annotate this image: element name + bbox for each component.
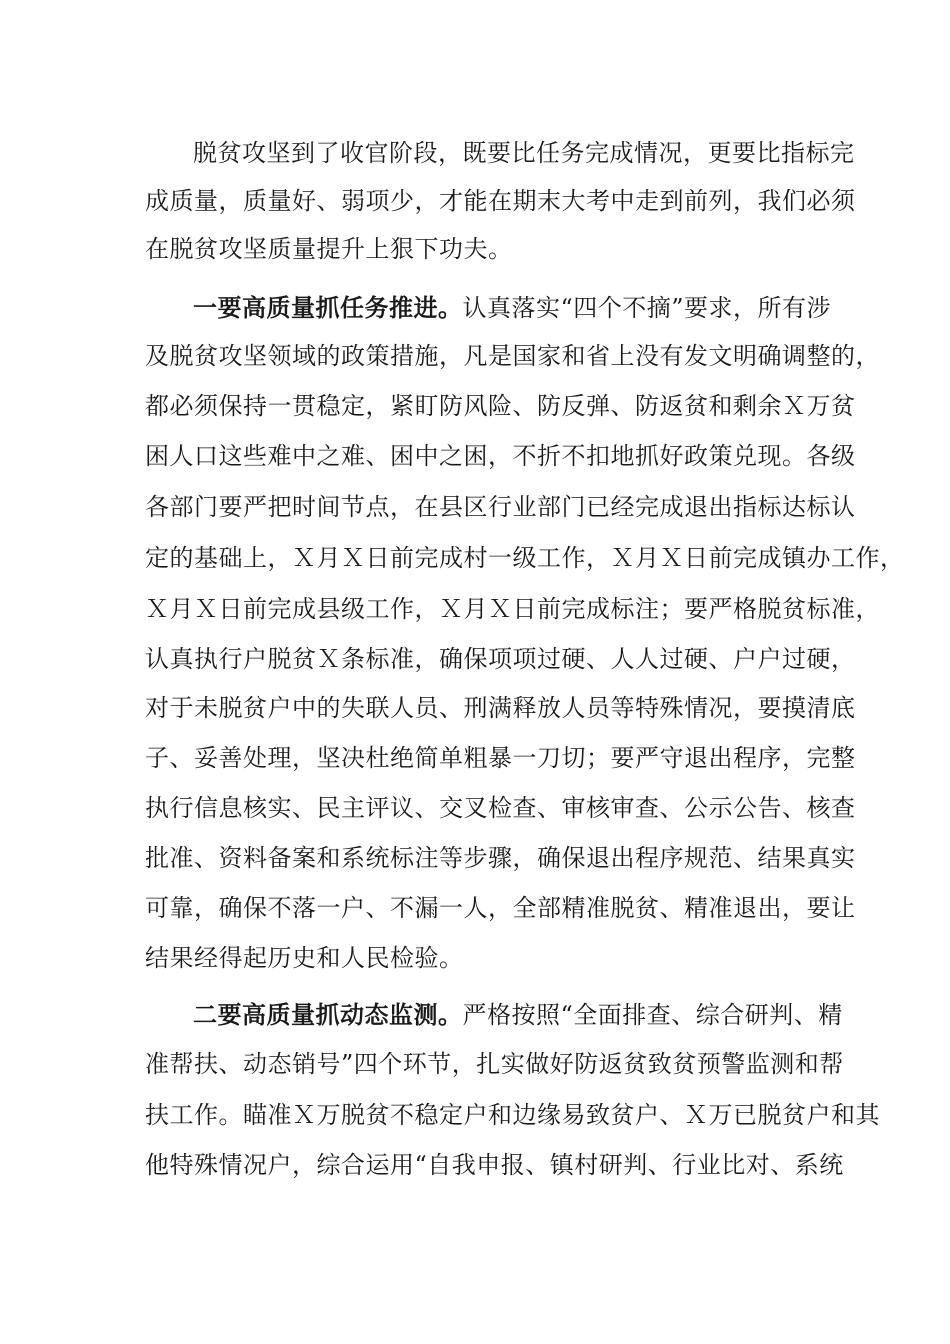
paragraph-2-line-14: 结果经得起历史和人民检验。 [145, 944, 464, 972]
paragraph-2-line-3: 都必须保持一贯稳定，紧盯防风险、防反弹、防返贫和剩余Ｘ万贫 [145, 392, 856, 420]
paragraph-2-line-8: 认真执行户脱贫Ｘ条标准，确保项项过硬、人人过硬、户户过硬， [145, 645, 856, 673]
paragraph-2-line-5: 各部门要严把时间节点，在县区行业部门已经完成退出指标达标认 [145, 493, 856, 521]
paragraph-2-line-1-text: 认真落实“四个不摘”要求，所有涉 [462, 294, 832, 322]
paragraph-2-line-13: 可靠，确保不落一户、不漏一人，全部精准脱贫、精准退出，要让 [145, 894, 856, 922]
paragraph-1-line-2: 成质量，质量好、弱项少，才能在期末大考中走到前列，我们必须 [145, 187, 856, 215]
paragraph-3-heading: 二要高质量抓动态监测。 [193, 1001, 463, 1029]
paragraph-2-line-9: 对于未脱贫户中的失联人员、刑满释放人员等特殊情况，要摸清底 [145, 694, 856, 722]
paragraph-2-line-11: 执行信息核实、民主评议、交叉检查、审核审查、公示公告、核查 [145, 794, 856, 822]
paragraph-3-line-2: 准帮扶、动态销号”四个环节，扎实做好防返贫致贫预警监测和帮 [145, 1050, 844, 1078]
paragraph-2-line-7: Ｘ月Ｘ日前完成县级工作，Ｘ月Ｘ日前完成标注；要严格脱贫标准， [145, 595, 880, 623]
paragraph-2-line-4: 困人口这些难中之难、困中之困，不折不扣地抓好政策兑现。各级 [145, 442, 856, 470]
paragraph-3-line-1-text: 严格按照“全面排查、综合研判、精 [462, 1001, 843, 1029]
paragraph-3-line-1 [193, 999, 863, 1031]
paragraph-1-line-1: 脱贫攻坚到了收官阶段，既要比任务完成情况，更要比指标完 [193, 139, 855, 167]
paragraph-2-heading: 一要高质量抓任务推进。 [193, 294, 463, 322]
paragraph-1-line-3: 在脱贫攻坚质量提升上狠下功夫。 [145, 235, 513, 263]
paragraph-3-line-3: 扶工作。瞄准Ｘ万脱贫不稳定户和边缘易致贫户、Ｘ万已脱贫户和其 [145, 1101, 880, 1129]
paragraph-2-line-10: 子、妥善处理，坚决杜绝简单粗暴一刀切；要严守退出程序，完整 [145, 744, 856, 772]
paragraph-2-line-1 [193, 292, 863, 324]
paragraph-3-line-4: 他特殊情况户，综合运用“自我申报、镇村研判、行业比对、系统 [145, 1151, 844, 1179]
paragraph-2-line-2: 及脱贫攻坚领域的政策措施，凡是国家和省上没有发文明确调整的， [145, 342, 880, 370]
paragraph-2-line-12: 批准、资料备案和系统标注等步骤，确保退出程序规范、结果真实 [145, 844, 856, 872]
paragraph-2-line-6: 定的基础上，Ｘ月Ｘ日前完成村一级工作，Ｘ月Ｘ日前完成镇办工作， [145, 544, 905, 572]
